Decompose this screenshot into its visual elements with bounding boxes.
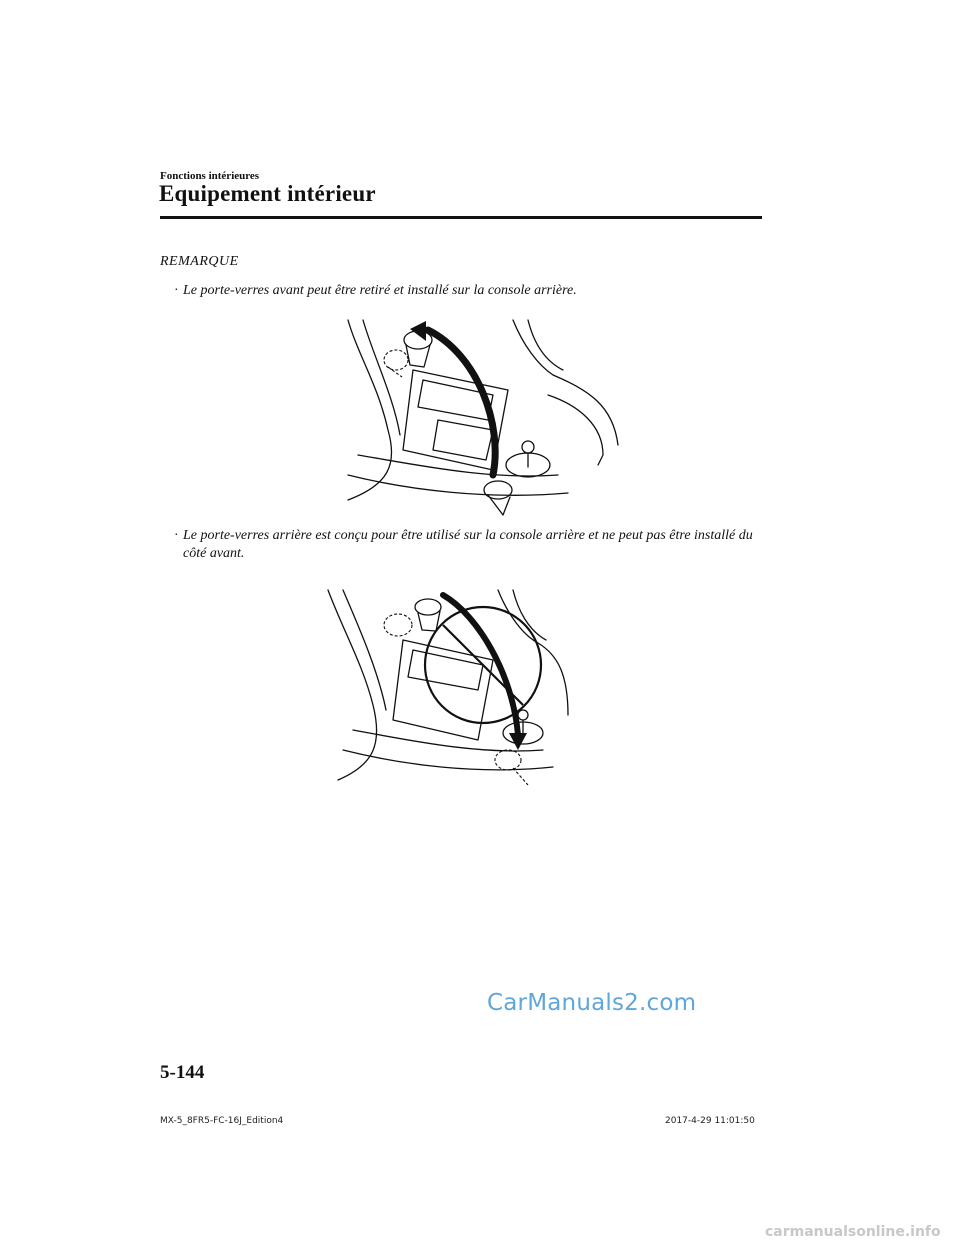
note-heading: REMARQUE — [160, 254, 239, 269]
footer-doc-id: MX-5_8FR5-FC-16J_Edition4 — [160, 1116, 284, 1126]
bullet-dot-icon: · — [174, 528, 179, 543]
page-number: 5-144 — [160, 1062, 205, 1083]
section-label: Fonctions intérieures — [160, 170, 260, 182]
footer-timestamp: 2017-4-29 11:01:50 — [665, 1116, 755, 1126]
note-bullet-2 — [174, 527, 763, 563]
cup-holder-prohibited-illustration — [328, 585, 568, 787]
watermark-logo: CarManuals2.com — [487, 990, 697, 1016]
chapter-title: Equipement intérieur — [159, 181, 376, 206]
site-watermark: carmanualsonline.info — [765, 1224, 941, 1240]
note-bullet-1 — [174, 282, 763, 300]
note-bullet-1-text: Le porte-verres avant peut être retiré et installé sur la console arrière. — [183, 283, 577, 298]
title-rule — [160, 216, 762, 219]
note-bullet-2-text: Le porte-verres arrière est conçu pour être utilisé sur la console arrière et ne peut pas être installé du côté avant. — [183, 528, 753, 561]
bullet-dot-icon: · — [174, 283, 179, 298]
cup-holder-front-to-rear-illustration — [318, 315, 618, 515]
